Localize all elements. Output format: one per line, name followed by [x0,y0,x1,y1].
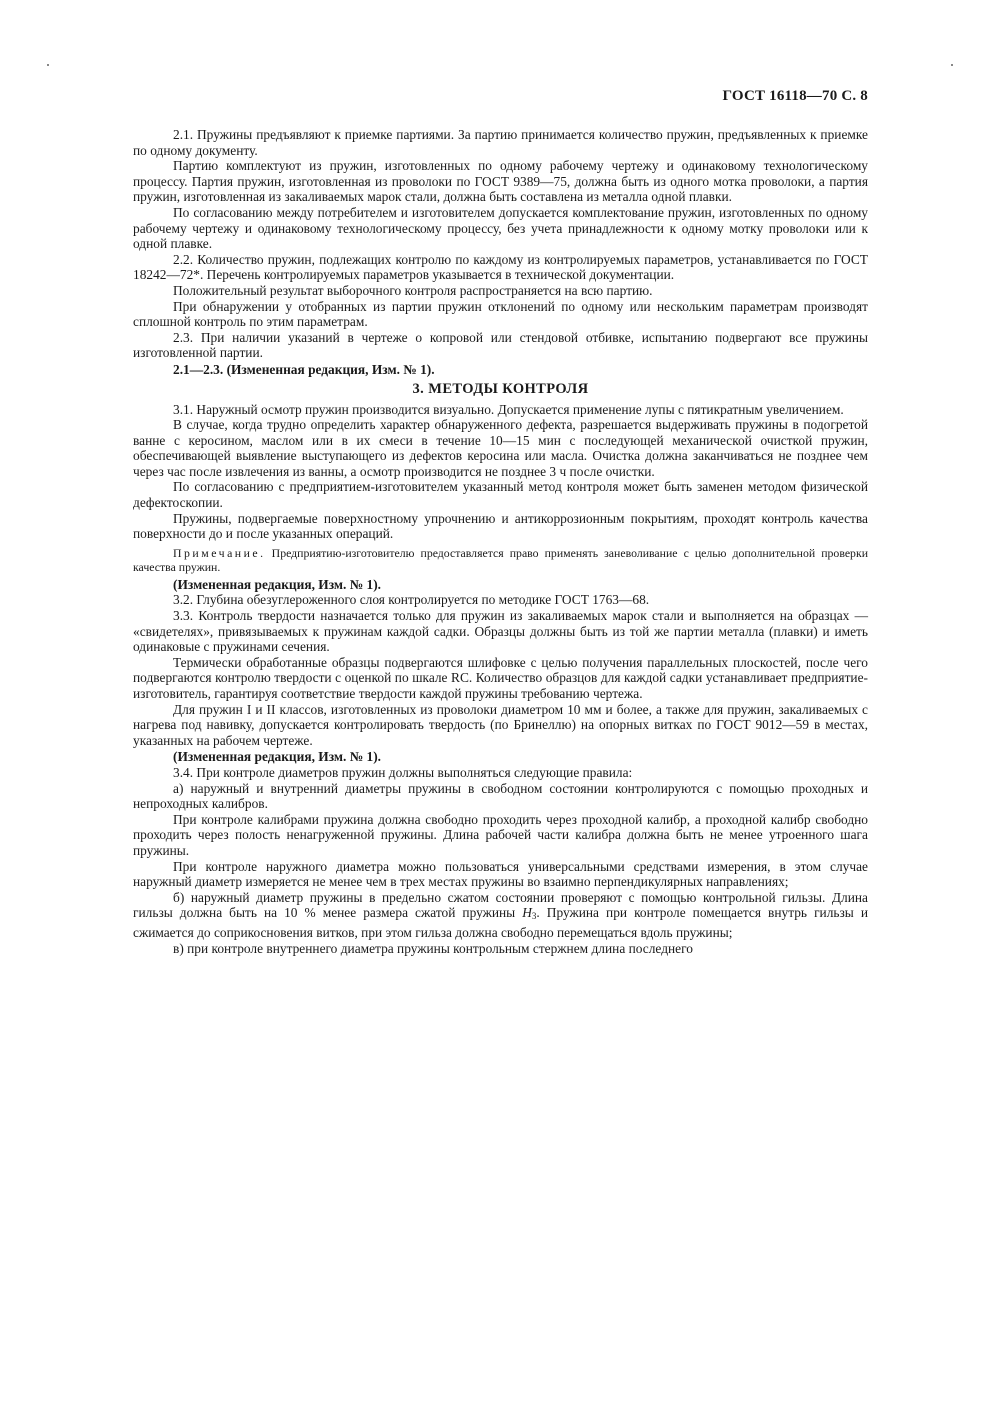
section-title-3: 3. МЕТОДЫ КОНТРОЛЯ [412,380,589,397]
paragraph-3-4-a-gauges: При контроле калибрами пружина должна свободно проходить через проходной калибр, а проходной калибр свободно проходить через полость ненагруженной пружины. Длина рабочей части калибра должна быть не менее утроенного шага пружины. [133,811,868,858]
symbol-h: H [522,905,532,921]
paragraph-3-4-b-start: б) наружный диаметр пружины в предельно сжатом состоянии проверяют с помощью контрольной гильзы. Длина гильзы должна быть на 10 % менее размера сжатой пружины [133,889,868,921]
paragraph-2-3: 2.3. При наличии указаний в чертеже о копровой или стендовой отбивке, испытанию подвергают все пружины изготовленной партии. [133,329,868,361]
paragraph-2-1-batch: Партию комплектуют из пружин, изготовленных по одному рабочему чертежу и одинаковому технологическому процессу. Партия пружин, изготовленная из проволоки по ГОСТ 9389—75, должна быть из одного мотка проволоки, а партия пружин, изготовленная из закаливаемых марок стали, должна быть составлена из металла одной плавки. [133,158,868,205]
paragraph-3-4: 3.4. При контроле диаметров пружин должны выполняться следующие правила: [173,764,633,780]
paragraph-3-1: 3.1. Наружный осмотр пружин производится визуально. Допускается применение лупы с пятикратным увеличением. [173,401,844,417]
paragraph-3-4-b [133,890,868,941]
paragraph-3-3: 3.3. Контроль твердости назначается только для пружин из закаливаемых марок стали и выполняется на образцах — «свидетелях», привязываемых к пружинам каждой садки. Образцы должны быть из той же партии металла (плавки) и иметь одинаковые с пружинами сечения. [133,608,868,655]
amendment-note-3-1: (Измененная редакция, Изм. № 1). [173,576,382,592]
running-head: ГОСТ 16118—70 С. 8 [722,88,868,104]
paragraph-2-1-agreement: По согласованию между потребителем и изготовителем допускается комплектование пружин, изготовленных по одному рабочему чертежу и одинаковому технологическому процессу, без учета принадлежности к одному мотку проволоки или к одной плавке. [133,204,868,252]
paragraph-3-4-a-universal: При контроле наружного диаметра можно пользоваться универсальными средствами измерения, в этом случае наружный диаметр измеряется не менее чем в трех местах пружины во взаимно перпендикулярных направлениях; [133,858,868,890]
amendment-note-2: 2.1—2.3. (Измененная редакция, Изм. № 1). [173,361,435,377]
amendment-note-3-3: (Измененная редакция, Изм. № 1). [173,749,382,765]
note-text: Предприятию-изготовителю предоставляется право применять заневоливание с целью дополнительной проверки качества пружин. [133,545,869,574]
scan-dot-right [951,64,953,66]
note-label: Примечание. [173,545,266,560]
paragraph-2-1: 2.1. Пружины предъявляют к приемке партиями. За партию принимается количество пружин, предъявленных к приемке по одному документу. [133,127,868,158]
document-body [133,127,868,956]
paragraph-3-4-b-end: . Пружина при контроле помещается внутрь гильзы и сжимается до соприкосновения витков, при этом гильза должна свободно перемещаться вдоль пружины; [133,905,868,940]
paragraph-3-3-brinell: Для пружин I и II классов, изготовленных из проволоки диаметром 10 мм и более, а также для пружин, закаливаемых с нагрева под навивку, допускается контролировать твердость (по Бринеллю) на опорных витках по ГОСТ 9012—59 в местах, указанных на рабочем чертеже. [133,701,868,748]
scan-dot-left [47,64,49,66]
note [133,546,868,574]
paragraph-3-1-agreement: По согласованию с предприятием-изготовителем указанный метод контроля может быть заменен методом физической дефектоскопии. [133,479,868,511]
paragraph-3-4-c: в) при контроле внутреннего диаметра пружины контрольным стержнем длина последнего [173,940,693,956]
document-page [133,88,868,956]
paragraph-3-1-coating: Пружины, подвергаемые поверхностному упрочнению и антикоррозионным покрытиям, проходят контроль качества поверхности до и после указанных операций. [133,510,868,542]
paragraph-3-3-samples: Термически обработанные образцы подвергаются шлифовке с целью получения параллельных плоскостей, после чего подвергаются контролю твердости с оценкой по шкале RC. Количество образцов для каждой садки устанавливает предприятие-изготовитель, гарантируя соответствие твердости каждой пружины требованию чертежа. [133,654,868,701]
paragraph-3-4-a: а) наружный и внутренний диаметры пружины в свободном состоянии контролируются с помощью проходных и непроходных калибров. [133,780,868,812]
paragraph-2-2-positive: Положительный результат выборочного контроля распространяется на всю партию. [173,282,653,298]
paragraph-2-2: 2.2. Количество пружин, подлежащих контролю по каждому из контролируемых параметров, устанавливается по ГОСТ 18242—72*. Перечень контролируемых параметров указывается в технической документации. [133,251,868,283]
paragraph-2-2-deviation: При обнаружении у отобранных из партии пружин отклонений по одному или нескольким параметрам производят сплошной контроль по этим параметрам. [133,298,868,330]
symbol-h-subscript: 3 [531,911,537,922]
paragraph-3-2: 3.2. Глубина обезуглероженного слоя контролируется по методике ГОСТ 1763—68. [173,592,650,608]
paragraph-3-1-defect: В случае, когда трудно определить характер обнаруженного дефекта, разрешается выдерживать пружины в подогретой ванне с керосином, маслом или в их смеси в течение 10—15 мин с последующей механической очисткой пружин, обеспечивающей выявление выступающего из дефектов керосина или масла. Очистка должна заканчиваться не позднее чем через час после извлечения из ванны, а осмотр производится не позднее 3 ч после очистки. [133,417,868,479]
